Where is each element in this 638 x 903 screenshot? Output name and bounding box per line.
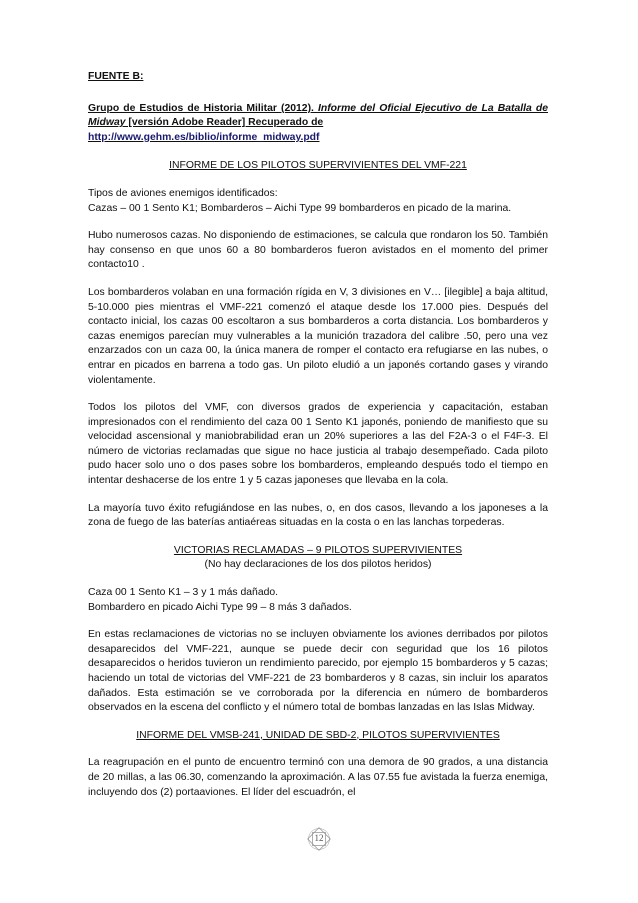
document-page [88, 70, 548, 800]
section-title-vmf221: INFORME DE LOS PILOTOS SUPERVIVIENTES DEL VMF-221 [169, 160, 467, 172]
section-title-victories: VICTORIAS RECLAMADAS – 9 PILOTOS SUPERVIVIENTES [173, 544, 463, 556]
paragraph-formation: Los bombarderos volaban en una formación rígida en V, 3 divisiones en V… [ilegible] a baja altitud, 5-10.000 pies mientras el VMF-221 comenzó el ataque desde los 17.000 pies. Después del contacto inicial, los cazas 00 escoltaron a sus bombarderos a corta distancia. Los bombarderos y cazas enemigos parecían muy vulnerables a la munición trazadora del calibre .50, pero una vez enzarzados con un caza 00, la única manera de romper el contacto era refugiarse en las nubes, o entrar en picados en barrena a todo gas. Un piloto eludió a un japonés cortando gases y virando violentamente. [88, 286, 548, 386]
paragraph-escape: La mayoría tuvo éxito refugiándose en las nubes, o, en dos casos, llevando a los japoneses a la zona de fuego de las baterías antiaéreas situadas en la costa o en las lanchas torpederas. [88, 502, 548, 529]
paragraph-numbers: Hubo numerosos cazas. No disponiendo de estimaciones, se calcula que rondaron los 50. También hay consenso en que unos 60 a 80 bombarderos fueron avistados en el momento del primer contacto10 . [88, 230, 548, 271]
citation-authors-year: Grupo de Estudios de Historia Militar (2012). [88, 102, 318, 114]
citation-url-link[interactable]: http://www.gehm.es/biblio/informe_midway.pdf [88, 131, 320, 143]
paragraph-aircraft-types-intro: Tipos de aviones enemigos identificados: [88, 187, 278, 199]
source-heading: FUENTE B: [88, 71, 144, 82]
paragraph-aircraft-types: Cazas – 00 1 Sento K1; Bombarderos – Aichi Type 99 bombarderos en picado de la marina. [88, 202, 512, 214]
section-subtitle-victories: (No hay declaraciones de los dos pilotos heridos) [204, 559, 432, 571]
citation-title: Informe del Oficial Ejecutivo de La Batalla de Midway [88, 102, 548, 129]
paragraph-pilot-impressions: Todos los pilotos del VMF, con diversos grados de experiencia y capacitación, estaban impresionados con el rendimiento del caza 00 1 Sento K1 japonés, poniendo de manifiesto que su velocidad ascensional y maniobrabilidad eran un 20% superiores a las del F2A-3 o el F4F-3. El número de victorias reclamadas que sigue no hace justicia al trabajo desempeñado. Cada piloto pudo hacer solo uno o dos pases sobre los bombarderos, empleando después todo el tiempo en intentar deshacerse de los entre 1 y 5 cazas japoneses que llevaba en la cola. [88, 402, 548, 487]
page-number-ornament [304, 824, 334, 854]
citation-format: [versión Adobe Reader] Recuperado de [125, 117, 324, 129]
page-number: 12 [314, 833, 324, 843]
section-title-vmsb241: INFORME DEL VMSB-241, UNIDAD DE SBD-2, PILOTOS SUPERVIVIENTES [136, 729, 500, 741]
claim-fighter: Caza 00 1 Sento K1 – 3 y 1 más dañado. [88, 587, 279, 599]
claim-bomber: Bombardero en picado Aichi Type 99 – 8 más 3 dañados. [88, 601, 352, 613]
paragraph-regroup: La reagrupación en el punto de encuentro terminó con una demora de 90 grados, a una distancia de 20 millas, a las 06.30, comenzando la aproximación. A las 07.55 fue avistada la fuerza enemiga, incluyendo dos (2) portaaviones. El líder del escuadrón, el [88, 757, 548, 798]
citation [88, 102, 548, 146]
paragraph-claims-estimate: En estas reclamaciones de victorias no se incluyen obviamente los aviones derribados por pilotos desaparecidos del VMF-221, aunque se puede decir con seguridad que los 16 pilotos desaparecidos o heridos tuvieron un rendimiento parecido, por ejemplo 15 bombarderos y 5 cazas; haciendo un total de victorias del VMF-221 de 23 bombarderos y 8 cazas, sin incluir los aparatos dañados. Esta estimación se ve corroborada por la diferencia en número de bombarderos observados en la escena del conflicto y el número total de bombas lanzadas en las Islas Midway. [88, 629, 548, 714]
